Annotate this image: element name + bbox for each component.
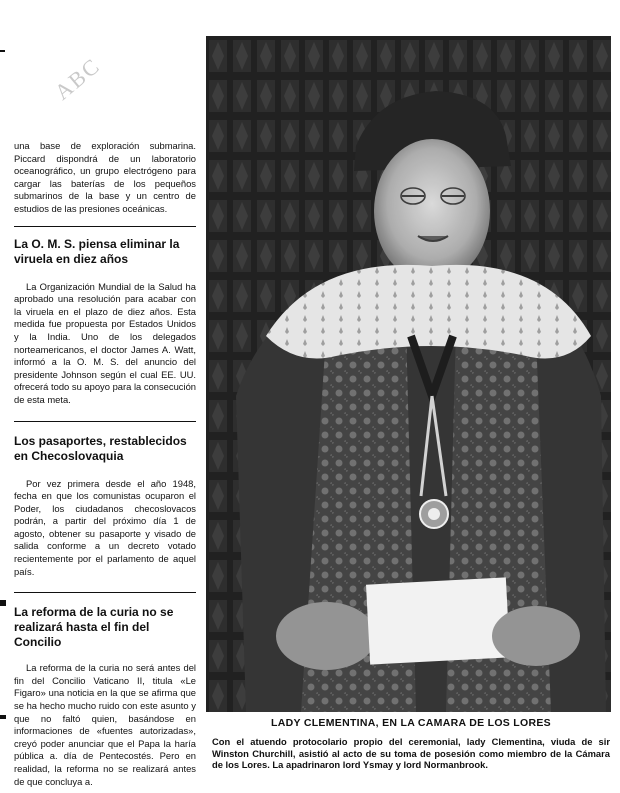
lady-clementina-photo bbox=[206, 36, 611, 712]
left-column bbox=[14, 140, 196, 788]
margin-mark bbox=[0, 50, 5, 52]
pasaportes-headline: Los pasaportes, restablecidos en Checoslovaquia bbox=[14, 433, 187, 463]
oms-headline: La O. M. S. piensa eliminar la viruela en diez años bbox=[14, 236, 180, 266]
margin-mark bbox=[0, 715, 6, 719]
oms-body: La Organización Mundial de la Salud ha aprobado una resolución para acabar con la viruela en el plazo de diez años. Esta medida fue propuesta por Estados Unidos y la India. Uno de los delegados norteamericanos, el doctor James A. Watt, informó a la O. M. S. del anuncio del presidente Johnson según el cual EE. UU. ofrecerá todo su apoyo para la consecución de esta meta. bbox=[14, 280, 196, 405]
article-intro-text: una base de exploración submarina. Piccard dispondrá de un laboratorio oceanográfico, un grupo electrógeno para cargar las baterías de los pequeños submarinos de la base y un centro de estudios de las presiones oceánicas. bbox=[14, 140, 196, 214]
margin-mark bbox=[0, 600, 6, 606]
abc-watermark: ABC bbox=[49, 52, 105, 105]
photo-caption-body: Con el atuendo protocolario propio del ceremonial, lady Clementina, viuda de sir Winston Churchill, asistió al acto de su toma de posesión como miembro de la Cámara de los Lores. La apadrinaron lord Ysmay y lord Normanbrook. bbox=[212, 736, 610, 770]
photo-caption-title: LADY CLEMENTINA, EN LA CAMARA DE LOS LORES bbox=[271, 717, 551, 729]
article-divider bbox=[14, 421, 196, 422]
photo-illustration bbox=[206, 36, 611, 712]
article-divider bbox=[14, 592, 196, 593]
curia-headline: La reforma de la curia no se realizará hasta el fin del Concilio bbox=[14, 605, 174, 650]
pasaportes-body: Por vez primera desde el año 1948, fecha en que los comunistas ocuparon el Poder, los ciudadanos checoslovacos podrán, a partir del próximo día 1 de agosto, obtener su pasaporte y visado de salida conforme a un decreto votado recientemente por el parlamento de aquel país. bbox=[14, 477, 196, 577]
article-divider bbox=[14, 226, 196, 227]
curia-body: La reforma de la curia no será antes del fin del Concilio Vaticano II, titula «Le Figaro» una noticia en la que se afirma que se ha hecho mucho ruido con este asunto y que no faltó quien, basándose en informaciones de «fuentes autorizadas», creyó poder anunciar que el Papa la haría pública a. día de Pentecostés. Pero en realidad, la reforma no se realizará antes de que concluya a. bbox=[14, 662, 196, 787]
